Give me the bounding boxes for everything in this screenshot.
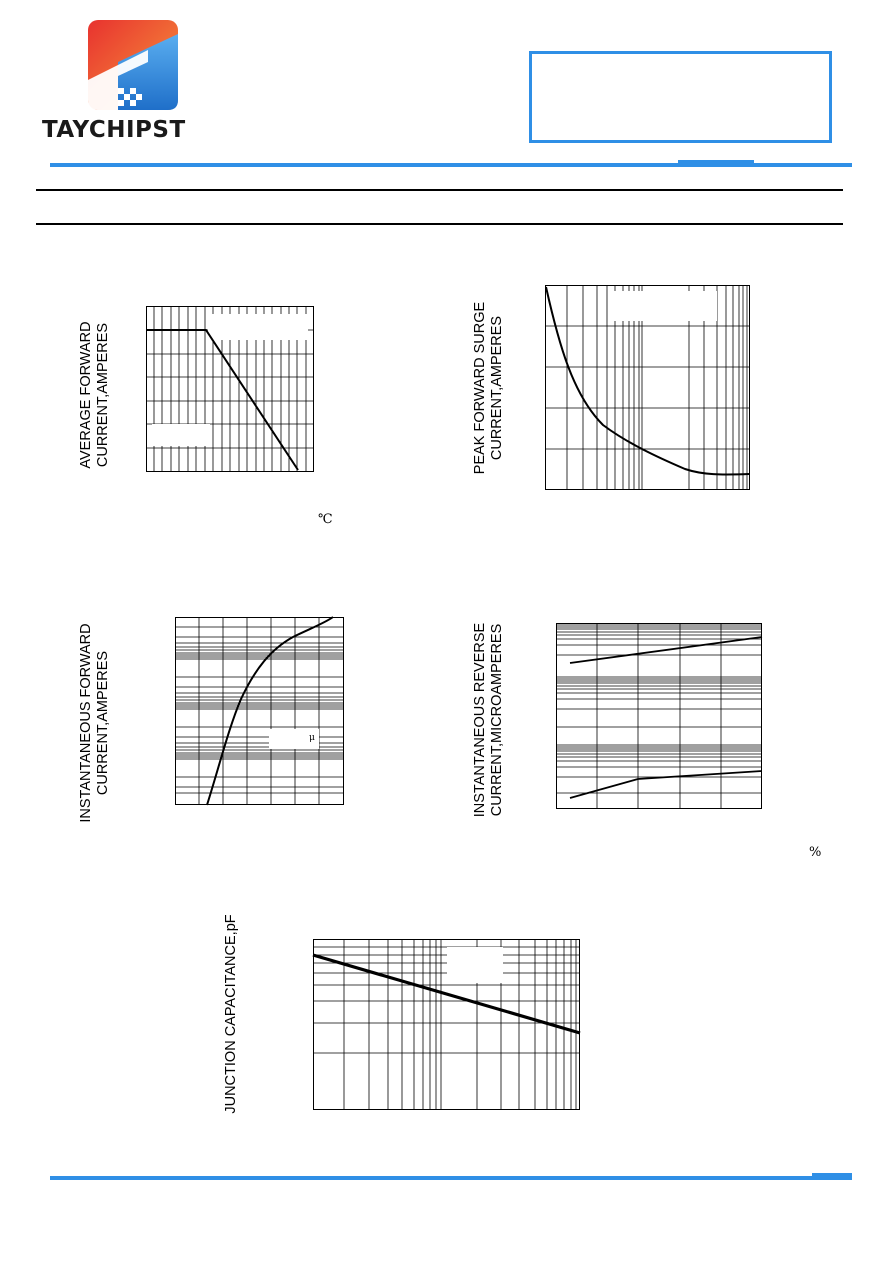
fig4-unit-mark: % xyxy=(809,845,822,860)
part-number-box xyxy=(529,51,832,143)
fig3-unit-mark: μ xyxy=(309,733,315,743)
fig4-chart xyxy=(556,623,762,809)
fig3-ylabel-line1: INSTANTANEOUS FORWARD xyxy=(78,623,94,823)
title-rule-bottom xyxy=(36,223,843,225)
footer-blue-rule-accent xyxy=(812,1173,852,1176)
fig1-unit-mark: ℃ xyxy=(318,512,333,527)
fig1-ylabel-line1: AVERAGE FORWARD xyxy=(78,321,94,469)
fig5-ylabel-line1: JUNCTION CAPACITANCE,pF xyxy=(223,914,239,1114)
fig2-ylabel-line2: CURRENT,AMPERES xyxy=(489,315,505,461)
fig5-ylabel xyxy=(223,909,241,1119)
brand-name: TAYCHIPST xyxy=(42,117,186,143)
fig4-ylabel xyxy=(472,595,506,845)
fig1-ylabel-line2: CURRENT,AMPERES xyxy=(95,322,111,468)
logo-mark xyxy=(88,20,180,112)
fig3-chart xyxy=(175,617,344,805)
header-blue-rule xyxy=(50,163,852,167)
fig4-ylabel-line1: INSTANTANEOUS REVERSE xyxy=(472,622,488,818)
header-blue-rule-accent xyxy=(678,160,754,163)
fig2-ylabel-line1: PEAK FORWARD SURGE xyxy=(472,301,488,475)
fig3-ylabel xyxy=(78,608,112,838)
fig3-ylabel-line2: CURRENT,AMPERES xyxy=(95,650,111,796)
fig1-chart xyxy=(146,306,314,472)
fig5-chart xyxy=(313,939,580,1110)
fig1-ylabel xyxy=(78,310,112,480)
footer-blue-rule xyxy=(50,1176,852,1180)
fig4-ylabel-line2: CURRENT,MICROAMPERES xyxy=(489,623,505,817)
fig2-chart xyxy=(545,285,750,490)
title-rule-top xyxy=(36,189,843,191)
fig2-ylabel xyxy=(472,293,506,483)
